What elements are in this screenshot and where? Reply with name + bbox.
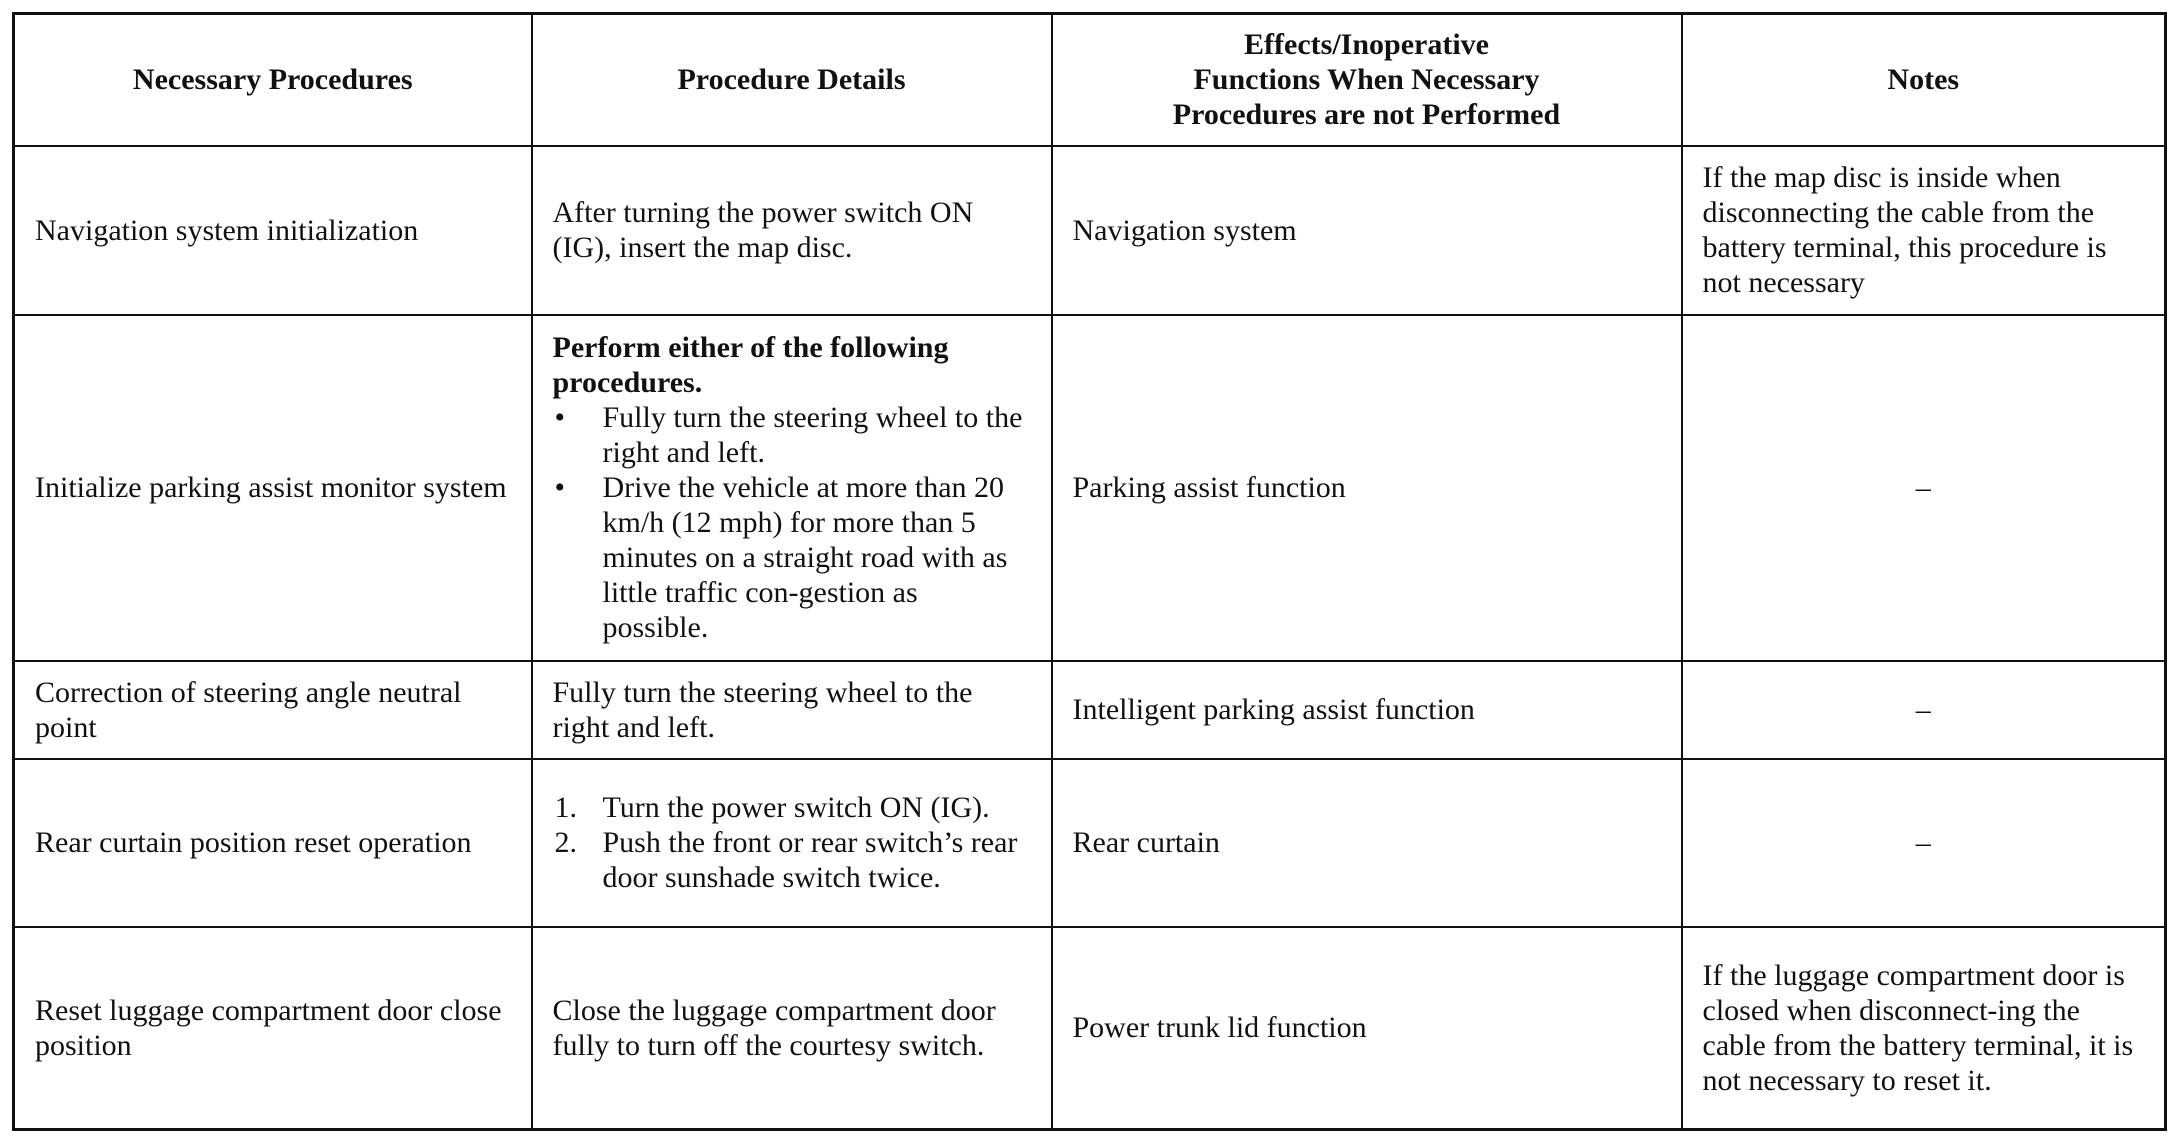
cell-details: After turning the power switch ON (IG), insert the map disc. — [532, 146, 1052, 315]
cell-procedure: Rear curtain position reset operation — [14, 759, 532, 927]
cell-notes: – — [1682, 315, 2166, 661]
cell-details: Fully turn the steering wheel to the right and left. — [532, 661, 1052, 759]
cell-procedure: Navigation system initialization — [14, 146, 532, 315]
cell-effects: Rear curtain — [1052, 759, 1682, 927]
cell-effects: Power trunk lid function — [1052, 927, 1682, 1130]
table-row — [14, 759, 2166, 927]
cell-details — [532, 759, 1052, 927]
header-effects-line1: Effects/Inoperative — [1244, 28, 1489, 62]
list-item: Turn the power switch ON (IG). — [602, 791, 990, 824]
details-step-list — [553, 790, 1031, 895]
cell-effects: Parking assist function — [1052, 315, 1682, 661]
list-item: Push the front or rear switch’s rear door sunshade switch twice. — [602, 826, 1018, 894]
cell-notes: If the luggage compartment door is closed when disconnect-ing the cable from the battery terminal, it is not necessary to reset it. — [1682, 927, 2166, 1130]
procedures-table — [12, 12, 2167, 1131]
cell-effects: Intelligent parking assist function — [1052, 661, 1682, 759]
details-bullet-list — [553, 400, 1031, 645]
header-necessary-procedures: Necessary Procedures — [14, 14, 532, 146]
table-row — [14, 661, 2166, 759]
cell-procedure: Reset luggage compartment door close position — [14, 927, 532, 1130]
header-procedure-details: Procedure Details — [532, 14, 1052, 146]
table-row — [14, 927, 2166, 1130]
cell-details: Close the luggage compartment door fully to turn off the courtesy switch. — [532, 927, 1052, 1130]
cell-notes: – — [1682, 661, 2166, 759]
list-item: • Drive the vehicle at more than 20 km/h (12 mph) for more than 5 minutes on a straight road with as little traffic con-gestion as possible. — [553, 470, 1031, 645]
header-notes: Notes — [1682, 14, 2166, 146]
cell-notes: If the map disc is inside when disconnecting the cable from the battery terminal, this procedure is not necessary — [1682, 146, 2166, 315]
table-row — [14, 315, 2166, 661]
header-effects-line3: Procedures are not Performed — [1172, 98, 1561, 132]
header-effects — [1052, 14, 1682, 146]
cell-details — [532, 315, 1052, 661]
header-row — [14, 14, 2166, 146]
table-row — [14, 146, 2166, 315]
details-lead: Perform either of the following procedures. — [552, 331, 949, 399]
cell-effects: Navigation system — [1052, 146, 1682, 315]
cell-procedure: Initialize parking assist monitor system — [14, 315, 532, 661]
list-item: • Fully turn the steering wheel to the right and left. — [553, 400, 1031, 470]
cell-procedure: Correction of steering angle neutral point — [14, 661, 532, 759]
header-effects-line2: Functions When Necessary — [1193, 63, 1540, 97]
cell-notes: – — [1682, 759, 2166, 927]
